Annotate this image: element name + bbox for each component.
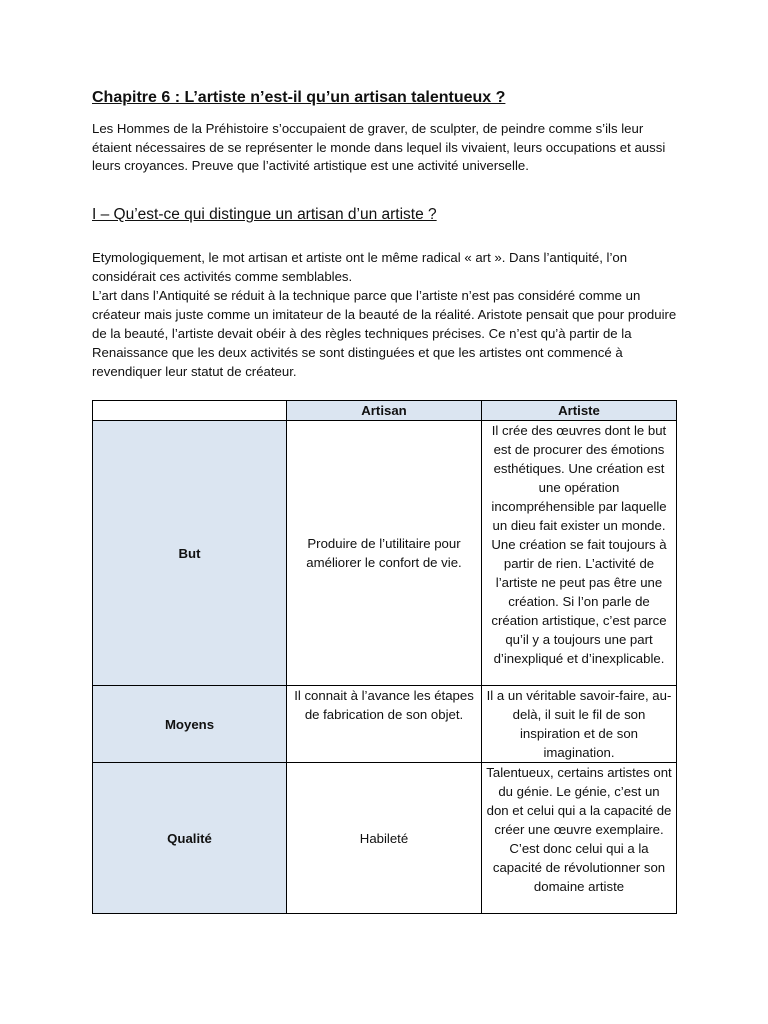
paragraph-antiquity: L’art dans l’Antiquité se réduit à la technique parce que l’artiste n’est pas considéré comme un créateur mais juste comme un imitateur de la beauté de la réalité. Aristote pensait que pour produire de la beauté, l’artiste devait obéir à des règles techniques précises. Ce n’est qu’à partir de la Renaissance que les deux activités se sont distinguées et que les artistes ont commencé à revendiquer leur statut de créateur. bbox=[92, 288, 677, 379]
table-header-row bbox=[93, 401, 677, 421]
cell-artisan: Habileté bbox=[287, 763, 482, 914]
row-label-qualite: Qualité bbox=[93, 763, 287, 914]
body-text bbox=[92, 248, 682, 381]
header-artisan: Artisan bbox=[287, 401, 482, 421]
comparison-table bbox=[92, 400, 677, 914]
chapter-title: Chapitre 6 : L’artiste n’est-il qu’un artisan talentueux ? bbox=[92, 89, 506, 106]
paragraph-etymology: Etymologiquement, le mot artisan et artiste ont le même radical « art ». Dans l’antiquité, l’on considérait ces activités comme semblables. bbox=[92, 250, 628, 284]
row-label-but: But bbox=[93, 421, 287, 686]
cell-artiste: Talentueux, certains artistes ont du génie. Le génie, c’est un don et celui qui a la capacité de créer une œuvre exemplaire. C’est donc celui qui a la capacité de révolutionner son domaine artiste bbox=[482, 763, 677, 914]
row-label-moyens: Moyens bbox=[93, 686, 287, 763]
cell-artiste: Il crée des œuvres dont le but est de procurer des émotions esthétiques. Une création est une opération incompréhensible par laquelle un dieu fait exister un monde. Une création se fait toujours à partir de rien. L’activité de l’artiste ne peut pas être une création. Si l’on parle de création artistique, c’est parce qu’il y a toujours une part d’inexpliqué et d’inexplicable. bbox=[482, 421, 677, 686]
section-heading: I – Qu’est-ce qui distingue un artisan d’un artiste ? bbox=[92, 206, 437, 223]
cell-artiste: Il a un véritable savoir-faire, au-delà, il suit le fil de son inspiration et de son imagination. bbox=[482, 686, 677, 763]
table-row bbox=[93, 763, 677, 914]
header-corner bbox=[93, 401, 287, 421]
cell-artisan: Il connait à l’avance les étapes de fabrication de son objet. bbox=[287, 686, 482, 763]
header-artiste: Artiste bbox=[482, 401, 677, 421]
table-row bbox=[93, 421, 677, 686]
cell-artisan: Produire de l’utilitaire pour améliorer le confort de vie. bbox=[287, 421, 482, 686]
table-row bbox=[93, 686, 677, 763]
intro-paragraph: Les Hommes de la Préhistoire s’occupaient de graver, de sculpter, de peindre comme s’ils leur étaient nécessaires de se représenter le monde dans lequel ils vivaient, leurs occupations et aussi leurs croyances. Preuve que l’activité artistique est une activité universelle. bbox=[92, 121, 666, 174]
